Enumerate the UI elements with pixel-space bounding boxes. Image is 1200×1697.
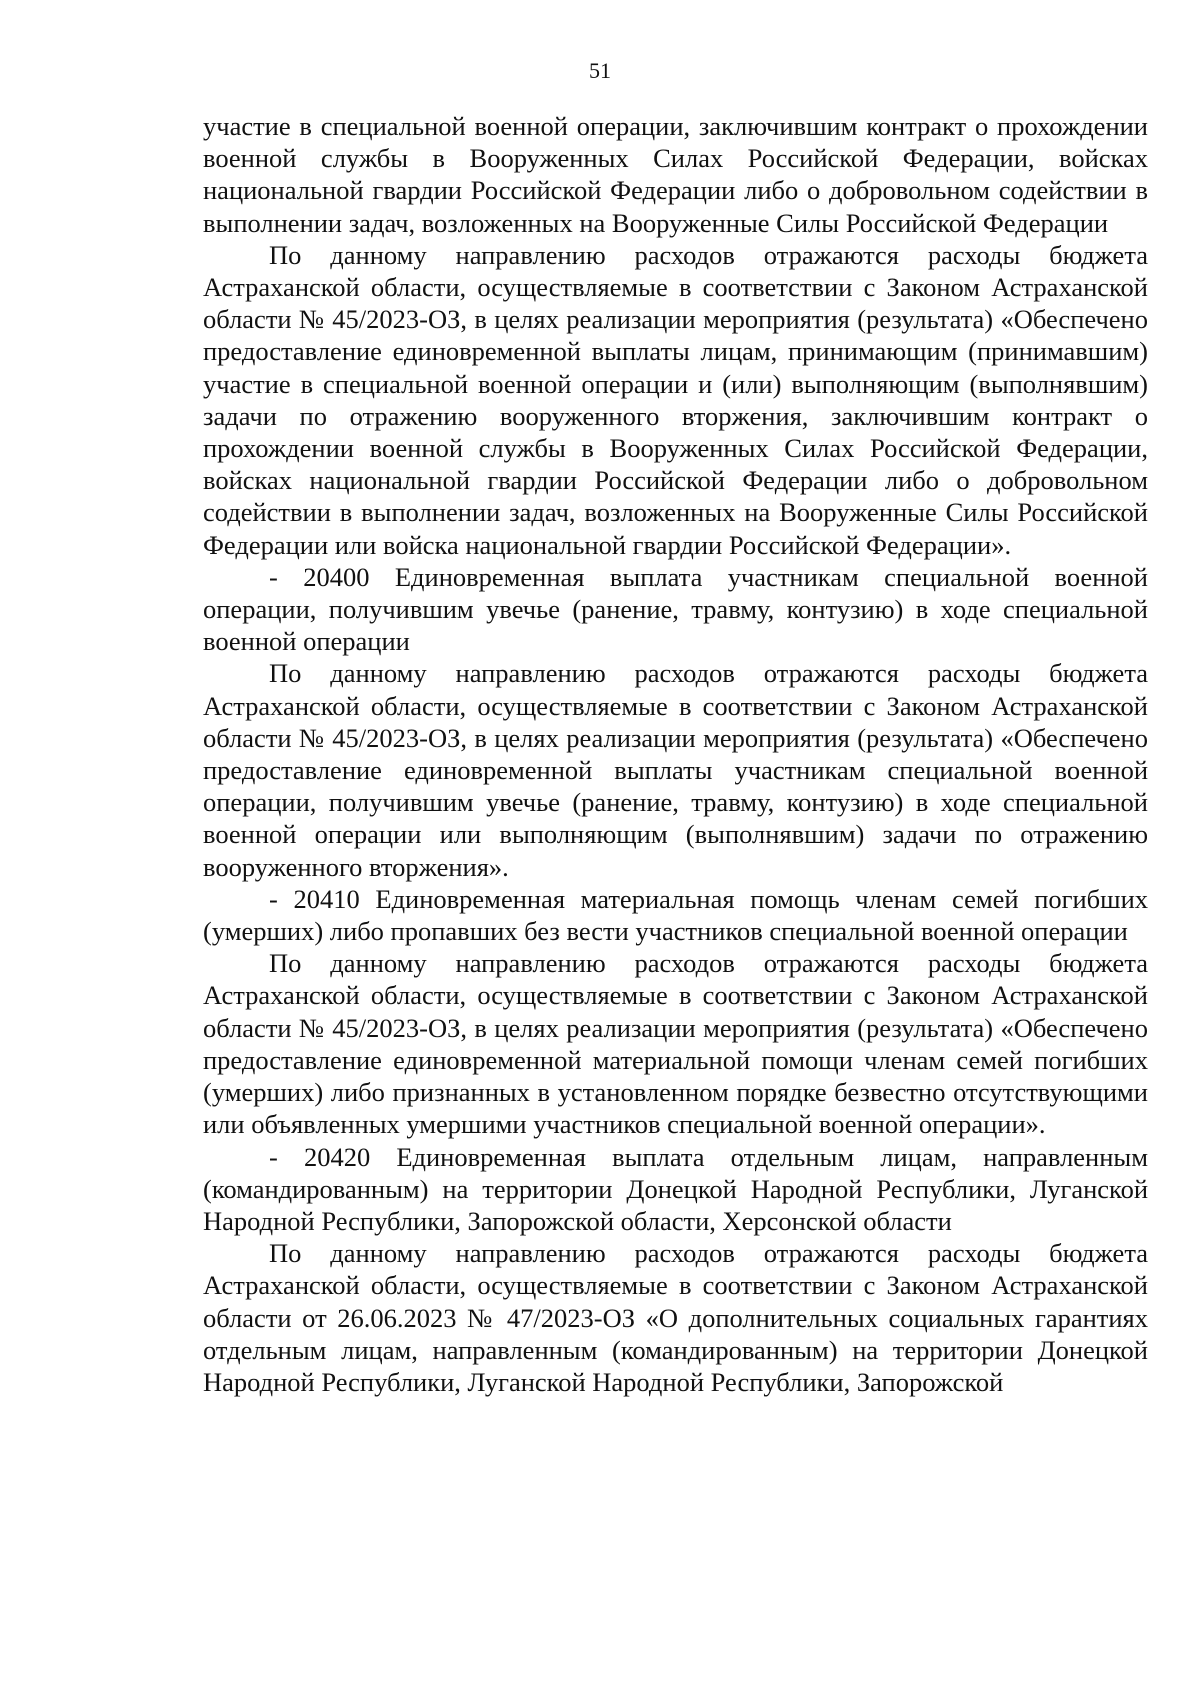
- document-body: [203, 110, 1148, 1398]
- paragraph-description-4: По данному направлению расходов отражаются расходы бюджета Астраханской области, осуществляемые в соответствии с Законом Астраханской области от 26.06.2023 № 47/2023-ОЗ «О дополнительных социальных гарантиях отдельным лицам, направленным (командированным) на территории Донецкой Народной Республики, Луганской Народной Республики, Запорожской: [203, 1238, 1148, 1397]
- paragraph-continuation: участие в специальной военной операции, заключившим контракт о прохождении военной службы в Вооруженных Силах Российской Федерации, войсках национальной гвардии Российской Федерации либо о добровольном содействии в выполнении задач, возложенных на Вооруженные Силы Российской Федерации: [203, 111, 1148, 238]
- list-item-20420: - 20420 Единовременная выплата отдельным лицам, направленным (командированным) на территории Донецкой Народной Республики, Луганской Народной Республики, Запорожской области, Херсонской области: [203, 1141, 1148, 1236]
- paragraph-description-2: По данному направлению расходов отражаются расходы бюджета Астраханской области, осуществляемые в соответствии с Законом Астраханской области № 45/2023-ОЗ, в целях реализации мероприятия (результата) «Обеспечено предоставление единовременной выплаты участникам специальной военной операции, получившим увечье (ранение, травму, контузию) в ходе специальной военной операции или выполняющим (выполнявшим) задачи по отражению вооруженного вторжения».: [203, 658, 1148, 882]
- paragraph-description-3: По данному направлению расходов отражаются расходы бюджета Астраханской области, осуществляемые в соответствии с Законом Астраханской области № 45/2023-ОЗ, в целях реализации мероприятия (результата) «Обеспечено предоставление единовременной материальной помощи членам семей погибших (умерших) либо признанных в установленном порядке безвестно отсутствующими или объявленных умершими участников специальной военной операции».: [203, 948, 1148, 1140]
- list-item-20410: - 20410 Единовременная материальная помощь членам семей погибших (умерших) либо пропавших без вести участников специальной военной операции: [203, 883, 1148, 947]
- page-number: 51: [589, 58, 611, 83]
- paragraph-description-1: По данному направлению расходов отражаются расходы бюджета Астраханской области, осуществляемые в соответствии с Законом Астраханской области № 45/2023-ОЗ, в целях реализации мероприятия (результата) «Обеспечено предоставление единовременной выплаты лицам, принимающим (принимавшим) участие в специальной военной операции и (или) выполняющим (выполнявшим) задачи по отражению вооруженного вторжения, заключившим контракт о прохождении военной службы в Вооруженных Силах Российской Федерации, войсках национальной гвардии Российской Федерации либо о добровольном содействии в выполнении задач, возложенных на Вооруженные Силы Российской Федерации или войска национальной гвардии Российской Федерации».: [203, 239, 1148, 560]
- list-item-20400: - 20400 Единовременная выплата участникам специальной военной операции, получившим увечье (ранение, травму, контузию) в ходе специальной военной операции: [203, 561, 1148, 657]
